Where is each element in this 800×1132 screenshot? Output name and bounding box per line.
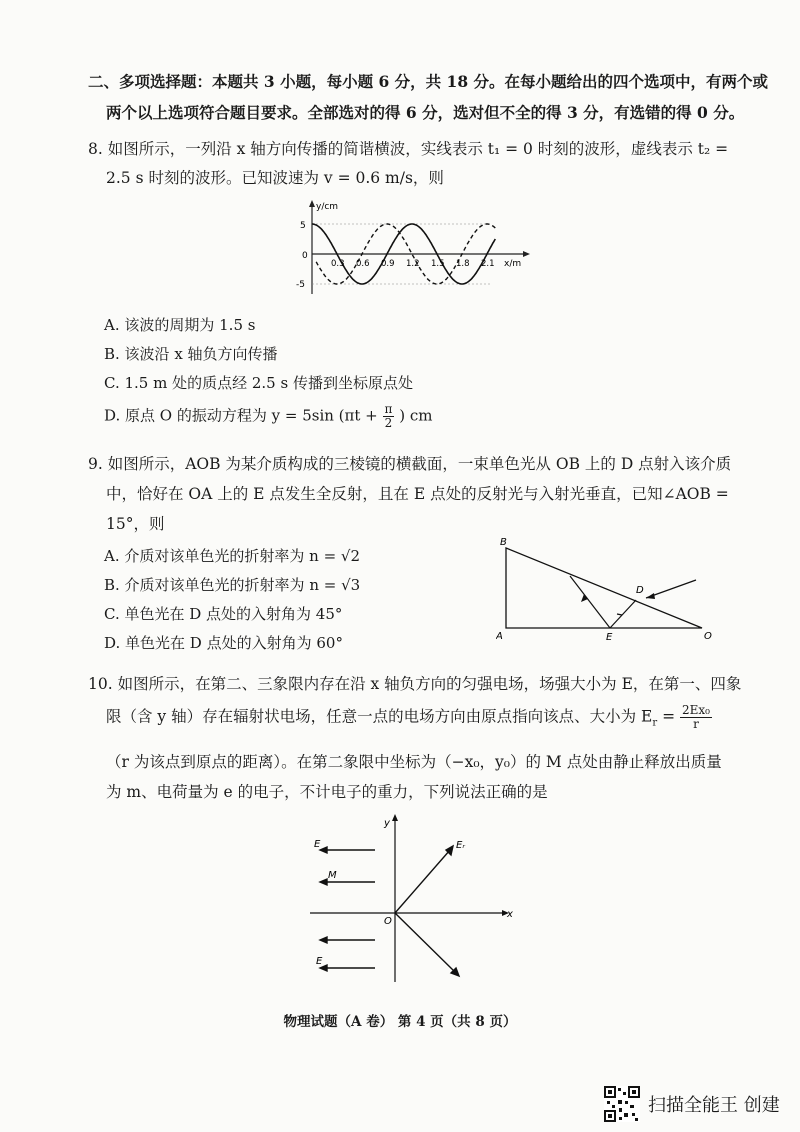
q9-label-e: E	[606, 632, 613, 642]
q8-option-d-fraction: $\frac{\pi}{2}$	[384, 402, 393, 430]
q9-reflected-ray	[570, 576, 610, 628]
q8-option-d-post: ) cm	[399, 406, 433, 425]
q9-option-d: D. 单色光在 D 点处的入射角为 60°	[104, 634, 343, 652]
q10-label-x: x	[507, 909, 513, 920]
q8-y-neg: -5	[296, 280, 305, 290]
q8-origin: 0	[302, 251, 308, 261]
q10-stem-line2	[106, 704, 712, 731]
q9-label-a: A	[496, 631, 503, 642]
q8-option-d-pre: D. 原点 O 的振动方程为 y = 5sin (πt +	[104, 406, 378, 425]
q8-stem-line1: 8. 如图所示，一列沿 x 轴方向传播的简谐横波，实线表示 t₁ = 0 时刻的波形，虚线表示 t₂ =	[88, 140, 729, 158]
q8-option-a: A. 该波的周期为 1.5 s	[104, 316, 256, 334]
q8-tick-1.8: 1.8	[456, 259, 470, 269]
watermark-text: 扫描全能王 创建	[648, 1095, 780, 1116]
q9-option-b: B. 介质对该单色光的折射率为 n = √3	[104, 576, 361, 594]
q10-label-e2: E	[316, 956, 323, 967]
q10-stem-line4: 为 m、电荷量为 e 的电子，不计电子的重力，下列说法正确的是	[106, 783, 548, 801]
q9-label-d: D	[636, 585, 644, 596]
q9-prism-figure	[496, 536, 718, 642]
q8-x-arrow	[523, 251, 530, 257]
q10-line2-text: 限（含 y 轴）存在辐射状电场，任意一点的电场方向由原点指向该点、大小为 E	[106, 707, 653, 726]
section-header-line1: 二、多项选择题：本题共 3 小题，每小题 6 分，共 18 分。在每小题给出的四个选项中，有两个或	[88, 72, 769, 91]
q8-option-c: C. 1.5 m 处的质点经 2.5 s 传播到坐标原点处	[104, 374, 413, 392]
q8-y-pos: 5	[300, 221, 306, 231]
q8-xlabel: x/m	[504, 259, 522, 269]
q8-tick-0.6: 0.6	[356, 259, 370, 269]
q10-stem-line1: 10. 如图所示，在第二、三象限内存在沿 x 轴负方向的匀强电场，场强大小为 E，在第一、四象	[88, 675, 742, 693]
q8-tick-0.3: 0.3	[331, 259, 345, 269]
q10-stem-line3: （r 为该点到原点的距离）。在第二象限中坐标为（−x₀，y₀）的 M 点处由静止释放出质量	[106, 753, 722, 771]
q9-refracted-ray	[610, 600, 636, 628]
q8-ylabel: y/cm	[316, 202, 339, 212]
q8-tick-2.1: 2.1	[481, 259, 495, 269]
q8-option-b: B. 该波沿 x 轴负方向传播	[104, 345, 278, 363]
q10-label-er: Eᵣ	[456, 840, 465, 851]
q8-tick-0.9: 0.9	[381, 259, 395, 269]
q10-label-o: O	[384, 916, 392, 927]
q8-tick-1.5: 1.5	[431, 259, 445, 269]
q9-stem-line1: 9. 如图所示，AOB 为某介质构成的三棱镜的横截面，一束单色光从 OB 上的 D 点射入该介质	[88, 455, 732, 473]
q10-field-figure	[300, 810, 530, 990]
q8-wave-figure	[290, 198, 540, 298]
q9-option-c: C. 单色光在 D 点处的入射角为 45°	[104, 605, 343, 623]
q10-label-m: M	[328, 870, 337, 881]
q10-label-e1: E	[314, 839, 321, 850]
q8-tick-1.2: 1.2	[406, 259, 420, 269]
page-footer: 物理试题（A 卷） 第 4 页（共 8 页）	[283, 1014, 517, 1030]
scanner-watermark	[604, 1086, 780, 1122]
q10-label-y: y	[384, 818, 390, 829]
q10-field-fraction: $\frac{\text{2Ex₀}}{r}$	[682, 703, 710, 731]
q8-stem-line2: 2.5 s 时刻的波形。已知波速为 v = 0.6 m/s，则	[106, 169, 444, 187]
q9-label-o: O	[704, 631, 712, 642]
section-header-line2: 两个以上选项符合题目要求。全部选对的得 6 分，选对但不全的得 3 分，有选错的得 0 分。	[106, 103, 745, 122]
q9-stem-line2: 中，恰好在 OA 上的 E 点发生全反射，且在 E 点处的反射光与入射光垂直，已知∠AOB =	[106, 485, 729, 503]
q10-line2-sub: r	[652, 717, 658, 729]
q9-option-a: A. 介质对该单色光的折射率为 n = √2	[104, 547, 361, 565]
q9-stem-line3: 15°，则	[106, 515, 165, 533]
q10-line2-eq: =	[657, 707, 676, 726]
q9-label-b: B	[500, 537, 507, 548]
q8-option-d	[104, 403, 432, 430]
qr-code-icon	[604, 1086, 640, 1122]
q8-y-arrow	[309, 200, 315, 207]
